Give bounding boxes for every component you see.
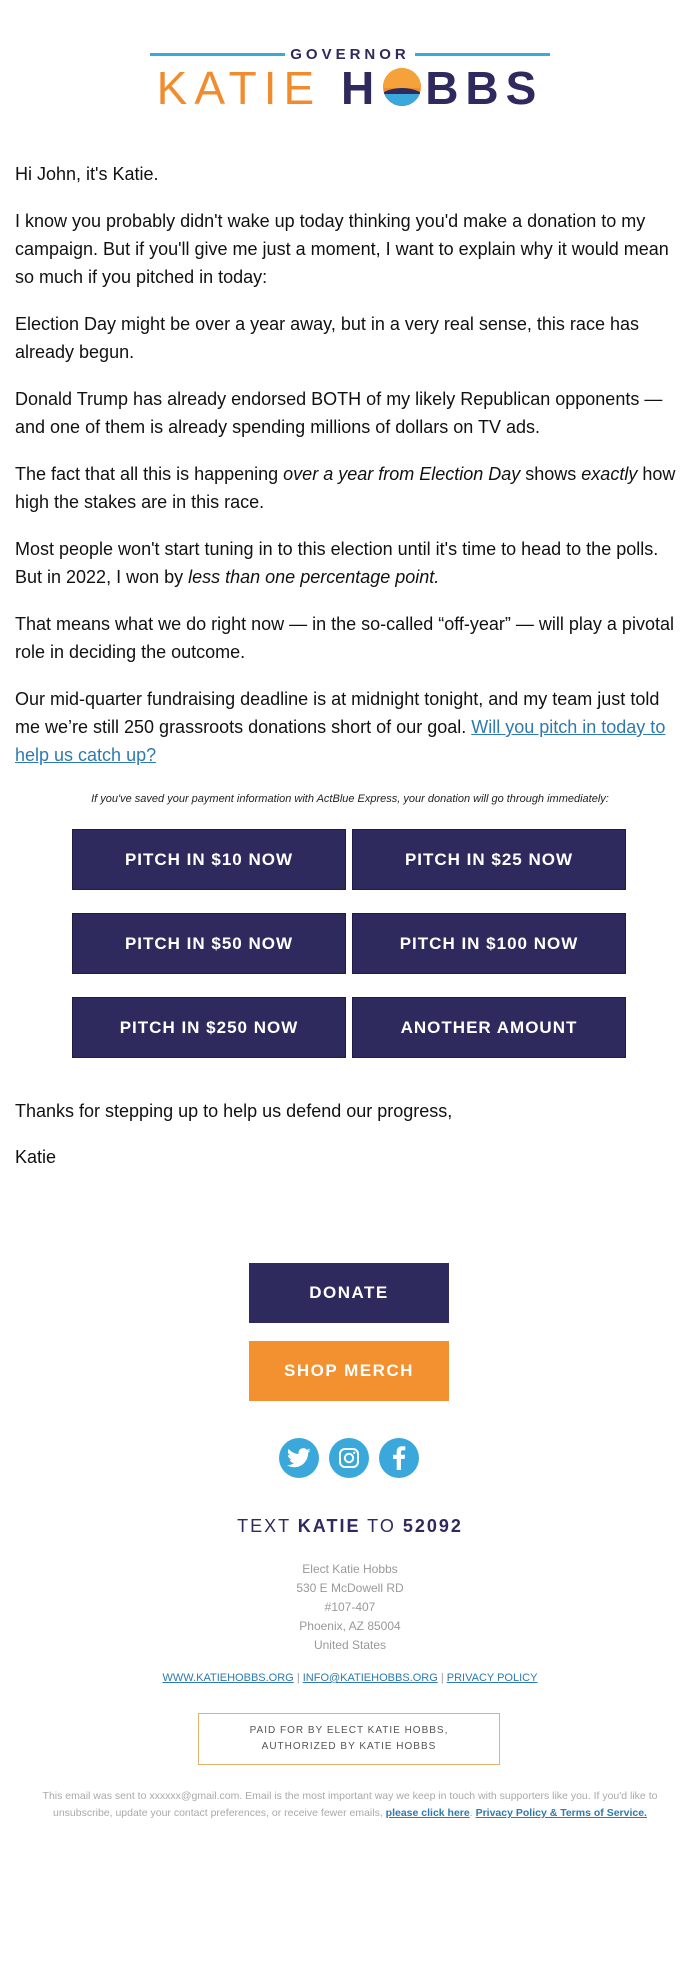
donate-50-button[interactable]: PITCH IN $50 NOW — [72, 913, 346, 974]
signature: Katie — [15, 1147, 57, 1167]
donate-25-button[interactable]: PITCH IN $25 NOW — [352, 829, 626, 890]
shop-merch-button[interactable]: SHOP MERCH — [249, 1341, 449, 1401]
logo-first-name: KATIE — [156, 62, 322, 114]
paragraph-2: Election Day might be over a year away, but in a very real sense, this race has already begun. — [15, 314, 639, 362]
closing — [15, 1097, 685, 1189]
mailing-address: Elect Katie Hobbs 530 E McDowell RD #107-407 Phoenix, AZ 85004 United States — [296, 1562, 404, 1652]
donate-250-button[interactable]: PITCH IN $250 NOW — [72, 997, 346, 1058]
twitter-icon[interactable] — [279, 1438, 319, 1478]
sunset-o-icon — [383, 68, 421, 106]
logo-name — [150, 64, 550, 112]
paid-for-disclaimer: PAID FOR BY ELECT KATIE HOBBS, AUTHORIZED BY KATIE HOBBS — [198, 1713, 500, 1765]
logo-last-name-rest: BBS — [425, 62, 544, 114]
donate-button[interactable]: DONATE — [249, 1263, 449, 1323]
email-body — [15, 160, 685, 788]
paragraph-7: Our mid-quarter fundraising deadline is at midnight tonight, and my team just told me we’re still 250 grassroots donations short of our goal. Will you pitch in today to help us catch up? — [15, 689, 666, 765]
unsubscribe-link[interactable]: please click here — [385, 1807, 470, 1819]
donate-100-button[interactable]: PITCH IN $100 NOW — [352, 913, 626, 974]
paragraph-5: Most people won't start tuning in to this election until it's time to head to the polls. But in 2022, I won by less than one percentage point. — [15, 539, 659, 587]
unsubscribe-footer: This email was sent to xxxxxx@gmail.com. Email is the most important way we keep in touch with supporters like you. If you'd like to unsubscribe, update your contact preferences, or receive fewer emails, please click here. Privacy Policy & Terms of Service. — [42, 1790, 658, 1819]
sms-signup: TEXT KATIE TO 52092 — [237, 1516, 463, 1536]
donate-10-button[interactable]: PITCH IN $10 NOW — [72, 829, 346, 890]
donate-other-amount-button[interactable]: ANOTHER AMOUNT — [352, 997, 626, 1058]
footer-links: WWW.KATIEHOBBS.ORG | INFO@KATIEHOBBS.ORG | PRIVACY POLICY — [162, 1672, 538, 1684]
paragraph-4: The fact that all this is happening over a year from Election Day shows exactly how high the stakes are in this race. — [15, 464, 676, 512]
paragraph-3: Donald Trump has already endorsed BOTH of my likely Republican opponents — and one of them is already spending millions of dollars on TV ads. — [15, 389, 663, 437]
privacy-policy-link[interactable]: PRIVACY POLICY — [446, 1672, 538, 1684]
facebook-icon[interactable] — [379, 1438, 419, 1478]
closing-line: Thanks for stepping up to help us defend our progress, — [15, 1101, 453, 1121]
instagram-icon[interactable] — [329, 1438, 369, 1478]
actblue-express-note: If you've saved your payment information with ActBlue Express, your donation will go through immediately: — [91, 793, 609, 805]
paragraph-6: That means what we do right now — in the so-called “off-year” — will play a pivotal role in deciding the outcome. — [15, 614, 674, 662]
website-link[interactable]: WWW.KATIEHOBBS.ORG — [162, 1672, 294, 1684]
campaign-logo — [150, 46, 550, 114]
privacy-terms-link[interactable]: Privacy Policy & Terms of Service. — [475, 1807, 647, 1819]
greeting: Hi John, it's Katie. — [15, 164, 159, 184]
paragraph-1: I know you probably didn't wake up today thinking you'd make a donation to my campaign. But if you'll give me just a moment, I want to explain why it would mean so much if you pitched in today: — [15, 211, 669, 287]
logo-last-name-h: H — [340, 62, 382, 114]
email-link[interactable]: INFO@KATIEHOBBS.ORG — [302, 1672, 438, 1684]
pitch-in-link[interactable]: Will you pitch in today to help us catch up? — [15, 717, 666, 765]
logo-governor-text: GOVERNOR — [290, 46, 410, 63]
